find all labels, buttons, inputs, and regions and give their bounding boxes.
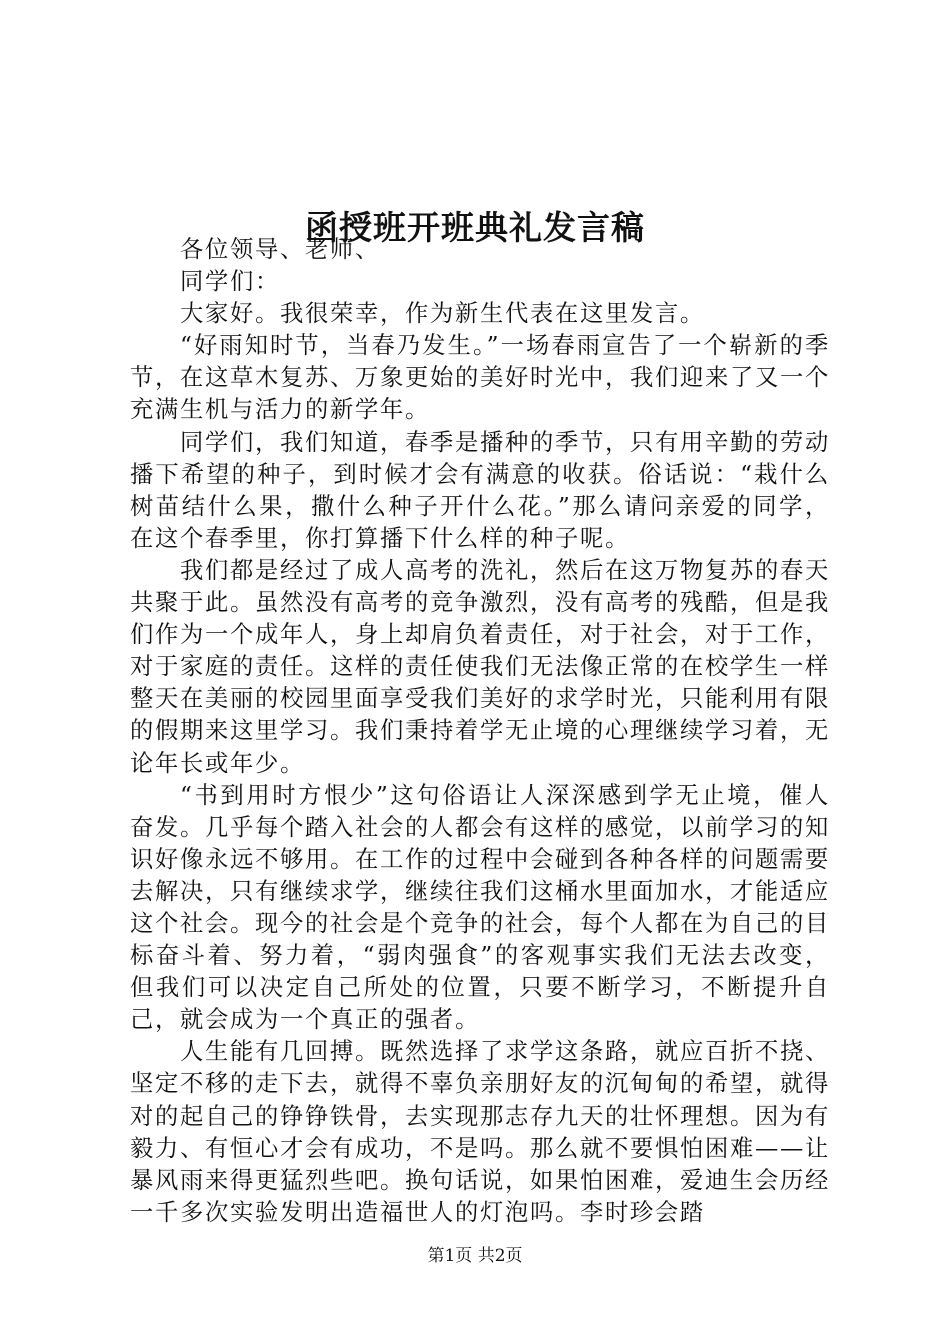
body-paragraph: “好雨知时节，当春乃发生。”一场春雨宣告了一个崭新的季节，在这草木复苏、万象更始的美好时光中，我们迎来了又一个充满生机与活力的新学年。: [130, 332, 830, 424]
body-paragraph: 大家好。我很荣幸，作为新生代表在这里发言。: [180, 300, 705, 328]
body-paragraph: “书到用时方恨少”这句俗语让人深深感到学无止境，催人奋发。几乎每个踏入社会的人都会有这样的感觉，以前学习的知识好像永远不够用。在工作的过程中会碰到各种各样的问题需要去解决，只有继续求学，继续往我们这桶水里面加水，才能适应这个社会。现今的社会是个竞争的社会，每个人都在为自己的目标奋斗着、努力着，“弱肉强食”的客观事实我们无法去改变，但我们可以决定自己所处的位置，只要不断学习，不断提升自己，就会成为一个真正的强者。: [130, 781, 830, 1034]
document-body: [130, 234, 830, 1229]
body-paragraph: 我们都是经过了成人高考的洗礼，然后在这万物复苏的春天共聚于此。虽然没有高考的竞争激烈，没有高考的残酷，但是我们作为一个成年人，身上却肩负着责任，对于社会，对于工作，对于家庭的责任。这样的责任使我们无法像正常的在校学生一样整天在美丽的校园里面享受我们美好的求学时光，只能利用有限的假期来这里学习。我们秉持着学无止境的心理继续学习着，无论年长或年少。: [130, 556, 830, 777]
body-paragraph: 同学们，我们知道，春季是播种的季节，只有用辛勤的劳动播下希望的种子，到时候才会有满意的收获。俗话说：“栽什么树苗结什么果，撒什么种子开什么花。”那么请问亲爱的同学，在这个春季里，你打算播下什么样的种子呢。: [130, 428, 830, 552]
page-number-footer: 第1页 共2页: [427, 1246, 523, 1266]
salutation-line: 同学们：: [180, 268, 280, 296]
salutation-line: 各位领导、老师、: [180, 236, 380, 263]
body-paragraph: 人生能有几回搏。既然选择了求学这条路，就应百折不挠、坚定不移的走下去，就得不辜负亲朋好友的沉甸甸的希望，就得对的起自己的铮铮铁骨，去实现那志存九天的壮怀理想。因为有毅力、有恒心才会有成功，不是吗。那么就不要惧怕困难——让暴风雨来得更猛烈些吧。换句话说，如果怕困难，爱迪生会历经一千多次实验发明出造福世人的灯泡吗。李时珍会踏: [130, 1038, 830, 1226]
document-title: 函授班开班典礼发言稿: [305, 208, 645, 248]
